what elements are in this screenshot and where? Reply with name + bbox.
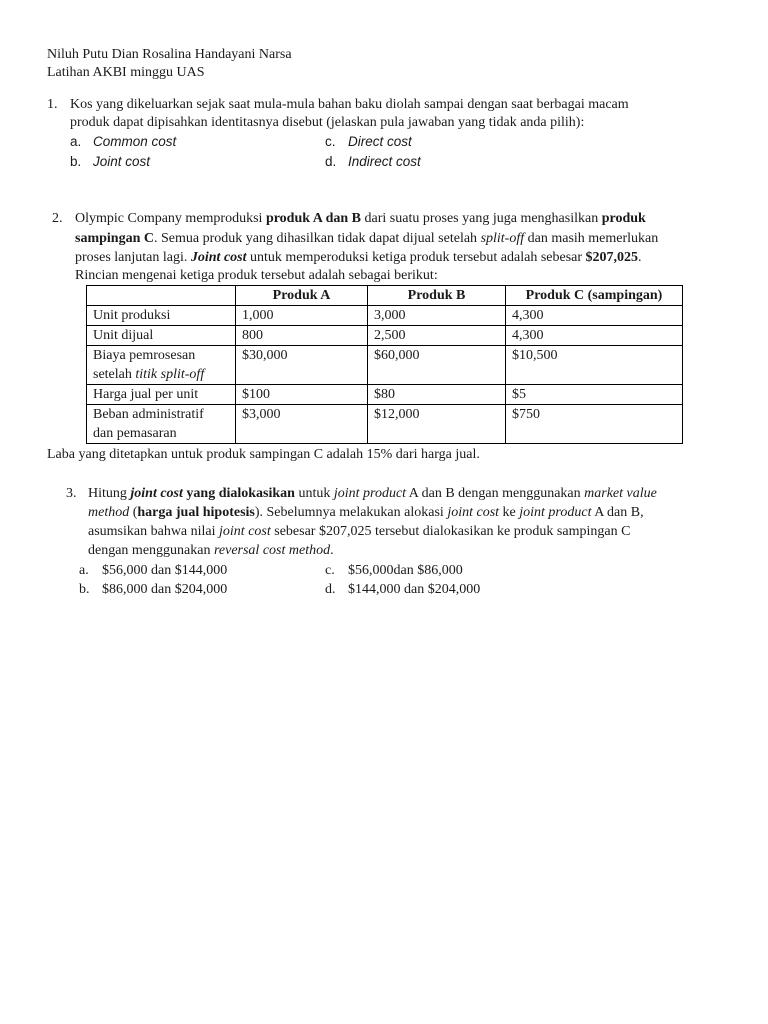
product-table xyxy=(86,285,683,444)
table-row-label: Harga jual per unit xyxy=(87,385,236,405)
table-row xyxy=(87,346,683,385)
table-cell: 4,300 xyxy=(506,326,683,346)
q2-line-1: Olympic Company memproduksi produk A dan B dari suatu proses yang juga menghasilkan produk xyxy=(75,211,646,226)
q1-number: 1. xyxy=(47,97,58,112)
table-cell: 3,000 xyxy=(368,306,506,326)
q1-line-2: produk dapat dipisahkan identitasnya disebut (jelaskan pula jawaban yang tidak anda pilih): xyxy=(70,115,585,130)
table-header-cell xyxy=(87,286,236,306)
author-name: Niluh Putu Dian Rosalina Handayani Narsa xyxy=(47,47,292,62)
table-cell: $12,000 xyxy=(368,405,506,444)
q3-number: 3. xyxy=(66,486,77,501)
table-cell: 2,500 xyxy=(368,326,506,346)
table-header-row xyxy=(87,286,683,306)
document-subtitle: Latihan AKBI minggu UAS xyxy=(47,65,205,80)
q3-option-c-letter: c. xyxy=(325,563,335,578)
q3-option-d-letter: d. xyxy=(325,582,336,597)
table-cell: $750 xyxy=(506,405,683,444)
table-row xyxy=(87,385,683,405)
table-cell: $30,000 xyxy=(236,346,368,385)
q1-option-a-letter: a. xyxy=(70,134,82,149)
q1-option-a: Common cost xyxy=(93,134,177,149)
table-cell: 1,000 xyxy=(236,306,368,326)
table-cell: $100 xyxy=(236,385,368,405)
q2-line-4: Rincian mengenai ketiga produk tersebut adalah sebagai berikut: xyxy=(75,268,438,283)
table-row-label: Beban administratif dan pemasaran xyxy=(87,405,236,444)
q3-option-a-letter: a. xyxy=(79,563,89,578)
table-row xyxy=(87,326,683,346)
table-cell: 4,300 xyxy=(506,306,683,326)
table-row xyxy=(87,306,683,326)
q3-option-c: $56,000dan $86,000 xyxy=(348,563,463,578)
q3-option-a: $56,000 dan $144,000 xyxy=(102,563,228,578)
table-row-label: Unit dijual xyxy=(87,326,236,346)
q1-option-d: Indirect cost xyxy=(348,154,421,169)
q2-line-2: sampingan C. Semua produk yang dihasilkan tidak dapat dijual setelah split-off dan masih memerlukan xyxy=(75,231,659,246)
table-cell: $10,500 xyxy=(506,346,683,385)
table-cell: $80 xyxy=(368,385,506,405)
q3-option-d: $144,000 dan $204,000 xyxy=(348,582,481,597)
q3-line-4: dengan menggunakan reversal cost method. xyxy=(88,543,334,558)
q1-line-1: Kos yang dikeluarkan sejak saat mula-mula bahan baku diolah sampai dengan saat berbagai macam xyxy=(70,97,629,112)
q3-option-b: $86,000 dan $204,000 xyxy=(102,582,228,597)
table-row-label: Unit produksi xyxy=(87,306,236,326)
table-header-cell: Produk C (sampingan) xyxy=(506,286,683,306)
q1-option-c-letter: c. xyxy=(325,134,336,149)
q1-option-d-letter: d. xyxy=(325,154,337,169)
q3-line-3: asumsikan bahwa nilai joint cost sebesar $207,025 tersebut dialokasikan ke produk sampingan C xyxy=(88,524,631,539)
table-row xyxy=(87,405,683,444)
q1-option-b-letter: b. xyxy=(70,154,82,169)
q2-number: 2. xyxy=(52,211,63,226)
q2-note: Laba yang ditetapkan untuk produk sampingan C adalah 15% dari harga jual. xyxy=(47,447,480,462)
table-header-cell: Produk B xyxy=(368,286,506,306)
table-cell: $60,000 xyxy=(368,346,506,385)
table-row-label: Biaya pemrosesan setelah titik split-off xyxy=(87,346,236,385)
q3-line-1: Hitung joint cost yang dialokasikan untuk joint product A dan B dengan menggunakan market value xyxy=(88,486,657,501)
table-header-cell: Produk A xyxy=(236,286,368,306)
q3-option-b-letter: b. xyxy=(79,582,90,597)
q1-option-b: Joint cost xyxy=(93,154,151,169)
q2-line-3: proses lanjutan lagi. Joint cost untuk memperoduksi ketiga produk tersebut adalah sebesar $207,025. xyxy=(75,250,642,265)
table-cell: $5 xyxy=(506,385,683,405)
table-cell: 800 xyxy=(236,326,368,346)
q3-line-2: method (harga jual hipotesis). Sebelumnya melakukan alokasi joint cost ke joint product A dan B, xyxy=(88,505,644,520)
table-cell: $3,000 xyxy=(236,405,368,444)
q1-option-c: Direct cost xyxy=(348,134,412,149)
